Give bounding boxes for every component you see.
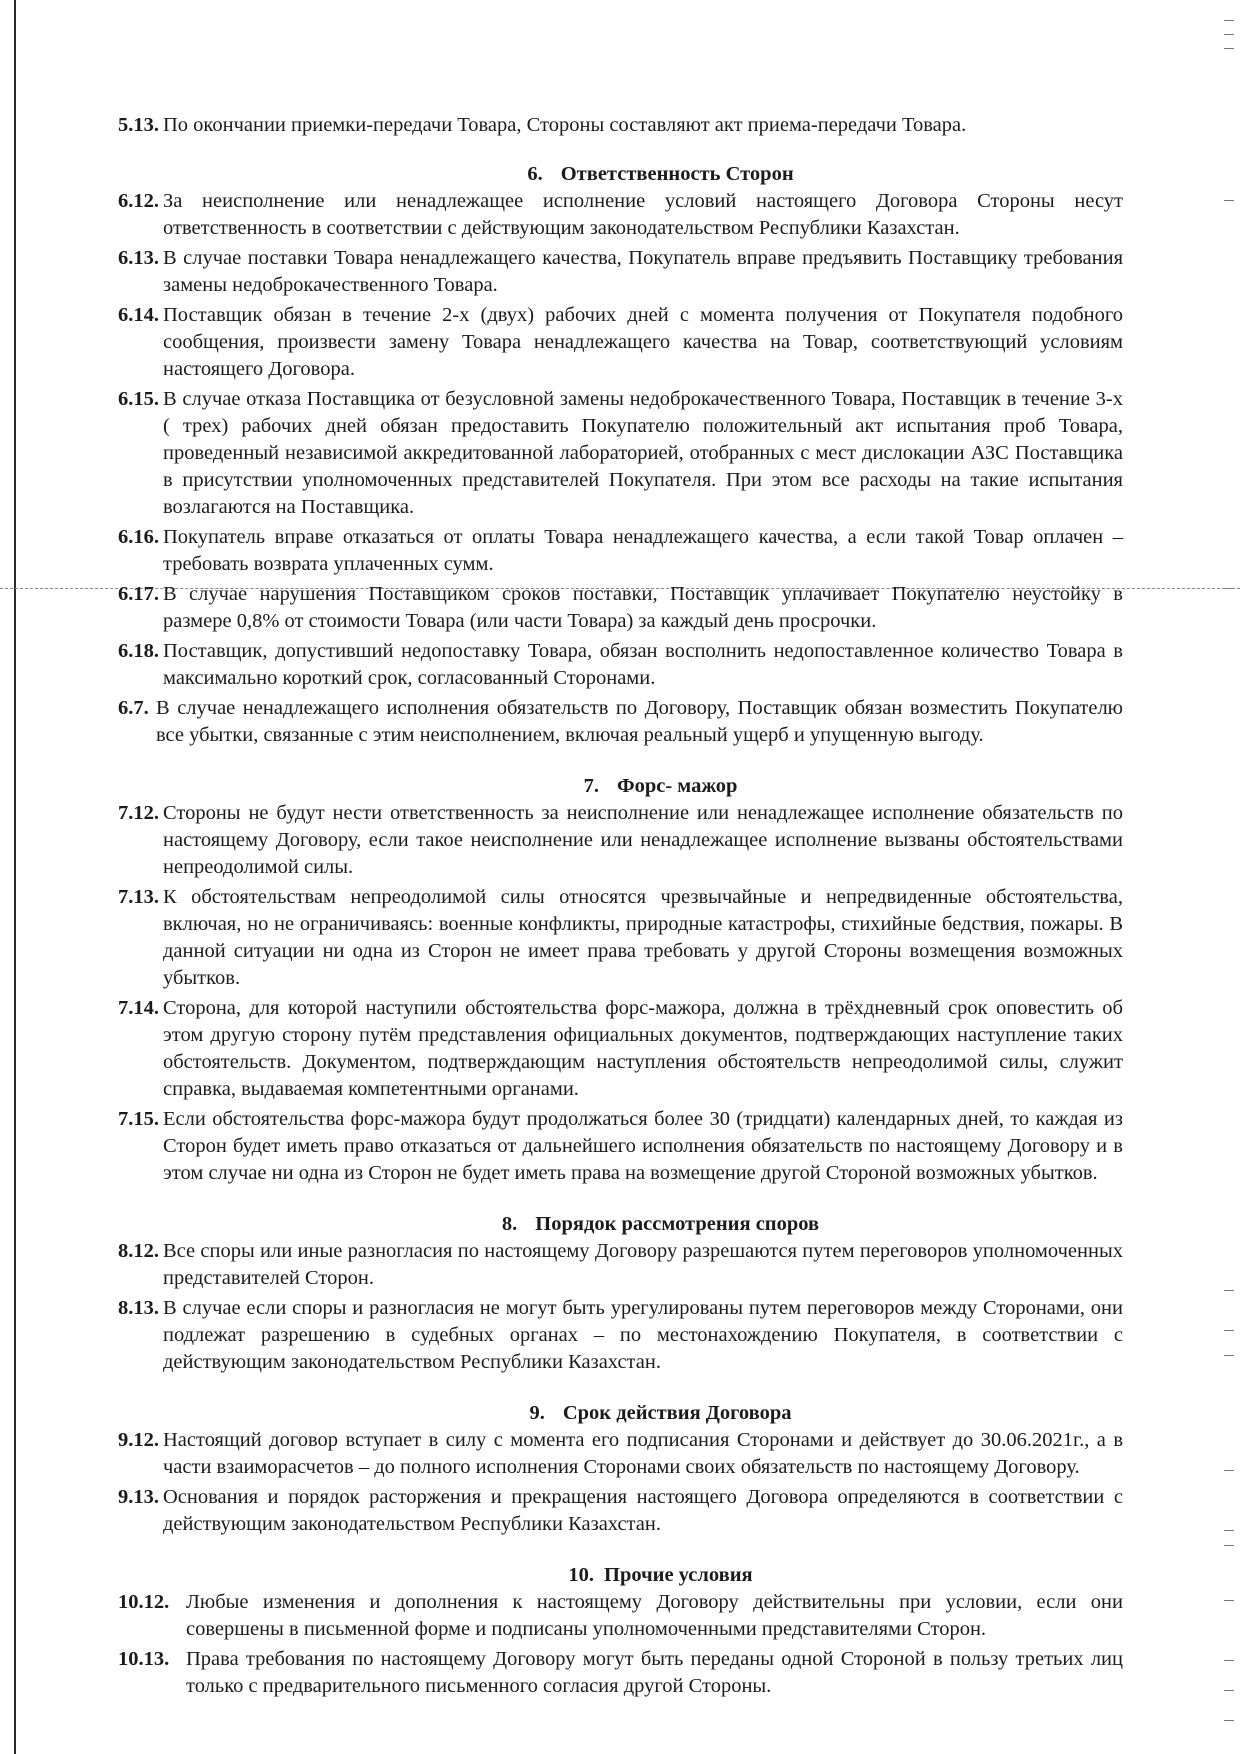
clause-10-13 bbox=[118, 1646, 1123, 1700]
clause-9-13 bbox=[118, 1484, 1123, 1538]
clause-6-12 bbox=[118, 188, 1123, 242]
clause-number: 10.13. bbox=[118, 1648, 170, 1670]
clause-6-18 bbox=[118, 638, 1123, 692]
section-title: Прочие условия bbox=[604, 1564, 753, 1586]
clause-7-12 bbox=[118, 800, 1123, 881]
clause-7-15 bbox=[118, 1106, 1123, 1187]
scan-left-edge bbox=[14, 0, 16, 1754]
clause-7-13 bbox=[118, 884, 1123, 992]
clause-text: В случае ненадлежащего исполнения обязательств по Договору, Поставщик обязан возместить Покупателю все убытки, связанные с этим неисполнением, включая реальный ущерб и упущенную выгоду. bbox=[156, 697, 1123, 746]
clause-text: Поставщик обязан в течение 2-х (двух) рабочих дней с момента получения от Покупателя подобного сообщения, произвести замену Товара ненадлежащего качества на Товар, соответствующий условиям настоящего Договора. bbox=[163, 304, 1123, 380]
section-number: 9. bbox=[529, 1402, 545, 1424]
section-number: 6. bbox=[527, 163, 543, 185]
clause-10-12 bbox=[118, 1589, 1123, 1643]
clause-6-17 bbox=[118, 581, 1123, 635]
clause-number: 7.12. bbox=[118, 802, 159, 824]
section-number: 8. bbox=[501, 1213, 518, 1235]
clause-number: 6.14. bbox=[118, 304, 159, 326]
clause-number: 8.12. bbox=[118, 1240, 159, 1262]
clause-6-7 bbox=[118, 695, 1123, 749]
clause-number: 9.13. bbox=[118, 1486, 159, 1508]
clause-text: В случае если споры и разногласия не могут быть урегулированы путем переговоров между Сторонами, они подлежат разрешению в судебных органах – по местонахождению Покупателя, в соответствии с действующим законодательством Республики Казахстан. bbox=[163, 1297, 1123, 1373]
clause-text: Поставщик, допустивший недопоставку Товара, обязан восполнить недопоставленное количество Товара в максимально короткий срок, согласованный Сторонами. bbox=[163, 640, 1123, 689]
clause-number: 9.12. bbox=[118, 1429, 159, 1451]
clause-text: Основания и порядок расторжения и прекращения настоящего Договора определяются в соответствии с действующим законодательством Республики Казахстан. bbox=[163, 1486, 1123, 1535]
clause-text: За неисполнение или ненадлежащее исполнение условий настоящего Договора Стороны несут ответственность в соответствии с действующим законодательством Республики Казахстан. bbox=[163, 190, 1123, 239]
clause-number: 6.7. bbox=[118, 697, 149, 719]
clause-number: 6.17. bbox=[118, 583, 159, 605]
clause-7-14 bbox=[118, 995, 1123, 1103]
clause-text: В случае поставки Товара ненадлежащего качества, Покупатель вправе предъявить Поставщику требования замены недоброкачественного Товара. bbox=[163, 247, 1123, 296]
section-title: Порядок рассмотрения споров bbox=[535, 1213, 820, 1235]
document-body bbox=[118, 112, 1123, 1700]
clause-text: Права требования по настоящему Договору могут быть переданы одной Стороной в пользу третьих лиц только с предварительного письменного согласия другой Стороны. bbox=[186, 1648, 1123, 1697]
section-heading-6 bbox=[118, 161, 1123, 188]
clause-text: Сторона, для которой наступили обстоятельства форс-мажора, должна в трёхдневный срок оповестить об этом другую сторону путём представления официальных документов, подтверждающих наступление таких обстоятельств. Документом, подтверждающим наступления обстоятельств непреодолимой силы, служит справка, выдаваемая компетентными органами. bbox=[163, 997, 1123, 1100]
clause-6-14 bbox=[118, 302, 1123, 383]
clause-number: 10.12. bbox=[118, 1591, 170, 1613]
clause-text: В случае отказа Поставщика от безусловной замены недоброкачественного Товара, Поставщик в течение 3-х ( трех) рабочих дней обязан предоставить Покупателю положительный акт испытания проб Товара, проведенный независимой аккредитованной лабораторией, отобранных с мест дислокации АЗС Поставщика в присутствии уполномоченных представителей Покупателя. При этом все расходы на такие испытания возлагаются на Поставщика. bbox=[163, 388, 1123, 518]
section-title: Ответственность Сторон bbox=[560, 163, 794, 185]
clause-9-12 bbox=[118, 1427, 1123, 1481]
section-number: 7. bbox=[583, 775, 599, 797]
clause-number: 7.15. bbox=[118, 1108, 159, 1130]
clause-5-13 bbox=[118, 112, 1123, 139]
clause-6-15 bbox=[118, 386, 1123, 521]
clause-number: 6.16. bbox=[118, 526, 159, 548]
clause-text: Покупатель вправе отказаться от оплаты Товара ненадлежащего качества, а если такой Товар оплачен – требовать возврата уплаченных сумм. bbox=[163, 526, 1123, 575]
clause-text: Настоящий договор вступает в силу с момента его подписания Сторонами и действует до 30.06.2021г., а в части взаиморасчетов – до полного исполнения Сторонами своих обязательств по настоящему Договору. bbox=[163, 1429, 1123, 1478]
scan-right-marks bbox=[1220, 0, 1234, 1754]
clause-8-13 bbox=[118, 1295, 1123, 1376]
clause-number: 5.13. bbox=[118, 114, 159, 136]
clause-number: 7.14. bbox=[118, 997, 159, 1019]
section-title: Срок действия Договора bbox=[562, 1402, 792, 1424]
section-heading-10 bbox=[118, 1562, 1123, 1589]
clause-text: В случае нарушения Поставщиком сроков поставки, Поставщик уплачивает Покупателю неустойку в размере 0,8% от стоимости Товара (или части Товара) за каждый день просрочки. bbox=[163, 583, 1123, 632]
clause-text: К обстоятельствам непреодолимой силы относятся чрезвычайные и непредвиденные обстоятельства, включая, но не ограничиваясь: военные конфликты, природные катастрофы, стихийные бедствия, пожары. В данной ситуации ни одна из Сторон не имеет права требовать у другой Стороны возмещения возможных убытков. bbox=[163, 886, 1123, 989]
clause-number: 6.15. bbox=[118, 388, 159, 410]
section-heading-8 bbox=[118, 1211, 1123, 1238]
clause-text: Любые изменения и дополнения к настоящему Договору действительны при условии, если они совершены в письменной форме и подписаны уполномоченными представителями Сторон. bbox=[186, 1591, 1123, 1640]
clause-text: По окончании приемки-передачи Товара, Стороны составляют акт приема-передачи Товара. bbox=[163, 114, 967, 136]
clause-6-16 bbox=[118, 524, 1123, 578]
clause-number: 6.12. bbox=[118, 190, 159, 212]
clause-text: Стороны не будут нести ответственность за неисполнение или ненадлежащее исполнение обязательств по настоящему Договору, если такое неисполнение или ненадлежащее исполнение вызваны обстоятельствами непреодолимой силы. bbox=[163, 802, 1123, 878]
section-number: 10. bbox=[568, 1564, 594, 1586]
clause-number: 6.18. bbox=[118, 640, 159, 662]
section-title: Форс- мажор bbox=[616, 775, 738, 797]
clause-number: 8.13. bbox=[118, 1297, 159, 1319]
section-heading-9 bbox=[118, 1400, 1123, 1427]
clause-text: Все споры или иные разногласия по настоящему Договору разрешаются путем переговоров уполномоченных представителей Сторон. bbox=[163, 1240, 1123, 1289]
clause-8-12 bbox=[118, 1238, 1123, 1292]
clause-number: 6.13. bbox=[118, 247, 159, 269]
clause-text: Если обстоятельства форс-мажора будут продолжаться более 30 (тридцати) календарных дней, то каждая из Сторон будет иметь право отказаться от дальнейшего исполнения обязательств по настоящему Договору и в этом случае ни одна из Сторон не будет иметь права на возмещение другой Стороной возможных убытков. bbox=[163, 1108, 1123, 1184]
clause-number: 7.13. bbox=[118, 886, 159, 908]
section-heading-7 bbox=[118, 773, 1123, 800]
clause-6-13 bbox=[118, 245, 1123, 299]
